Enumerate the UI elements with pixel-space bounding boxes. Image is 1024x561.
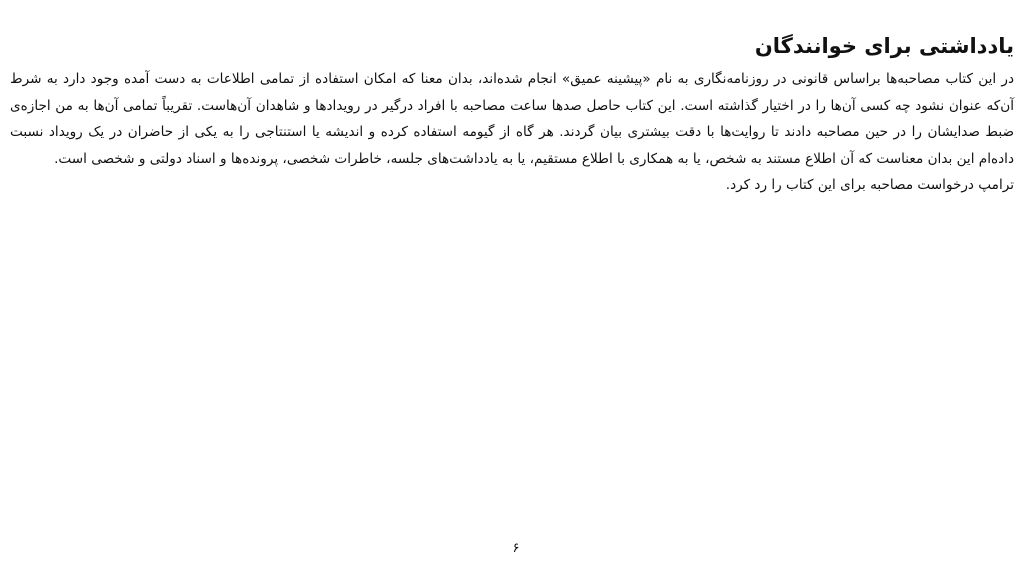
page-title: یادداشتی برای خوانندگان xyxy=(754,34,1014,58)
paragraph-trump-declined: ترامپ درخواست مصاحبه برای این کتاب را رد کرد. xyxy=(725,177,1014,193)
paragraph-interviews: در این کتاب مصاحبه‌ها براساس قانونی در روزنامه‌نگاری به نام «پیشینه عمیق» انجام شده‌اند، بدان معنا که امکان استفاده از تمامی اطلاعات به دست آمده وجود دارد به شرط آن‌که عنوان نشود چه کسی آن‌ها را در اختیار گذاشته است. این کتاب حاصل صدها ساعت مصاحبه با افراد درگیر در رویدادها و شاهدان آن‌هاست. تقریباً تمامی آن‌ها به من اجازه‌ی ضبط صدایشان را در حین مصاحبه دادند تا روایت‌ها با دقت بیشتری بیان گردند. هر گاه از گیومه استفاده کرده و اندیشه یا استنتاجی را به یکی از حاضران در یک رویداد نسبت داده‌ام این بدان معناست که آن اطلاع مستند به شخص، یا به همکاری با اطلاع مستقیم، یا به یادداشت‌های جلسه، خاطرات شخصی، پرونده‌ها و اسناد دولتی و شخصی است. xyxy=(10,71,1014,167)
page-number: ۶ xyxy=(512,541,520,556)
body-text xyxy=(10,66,1014,199)
